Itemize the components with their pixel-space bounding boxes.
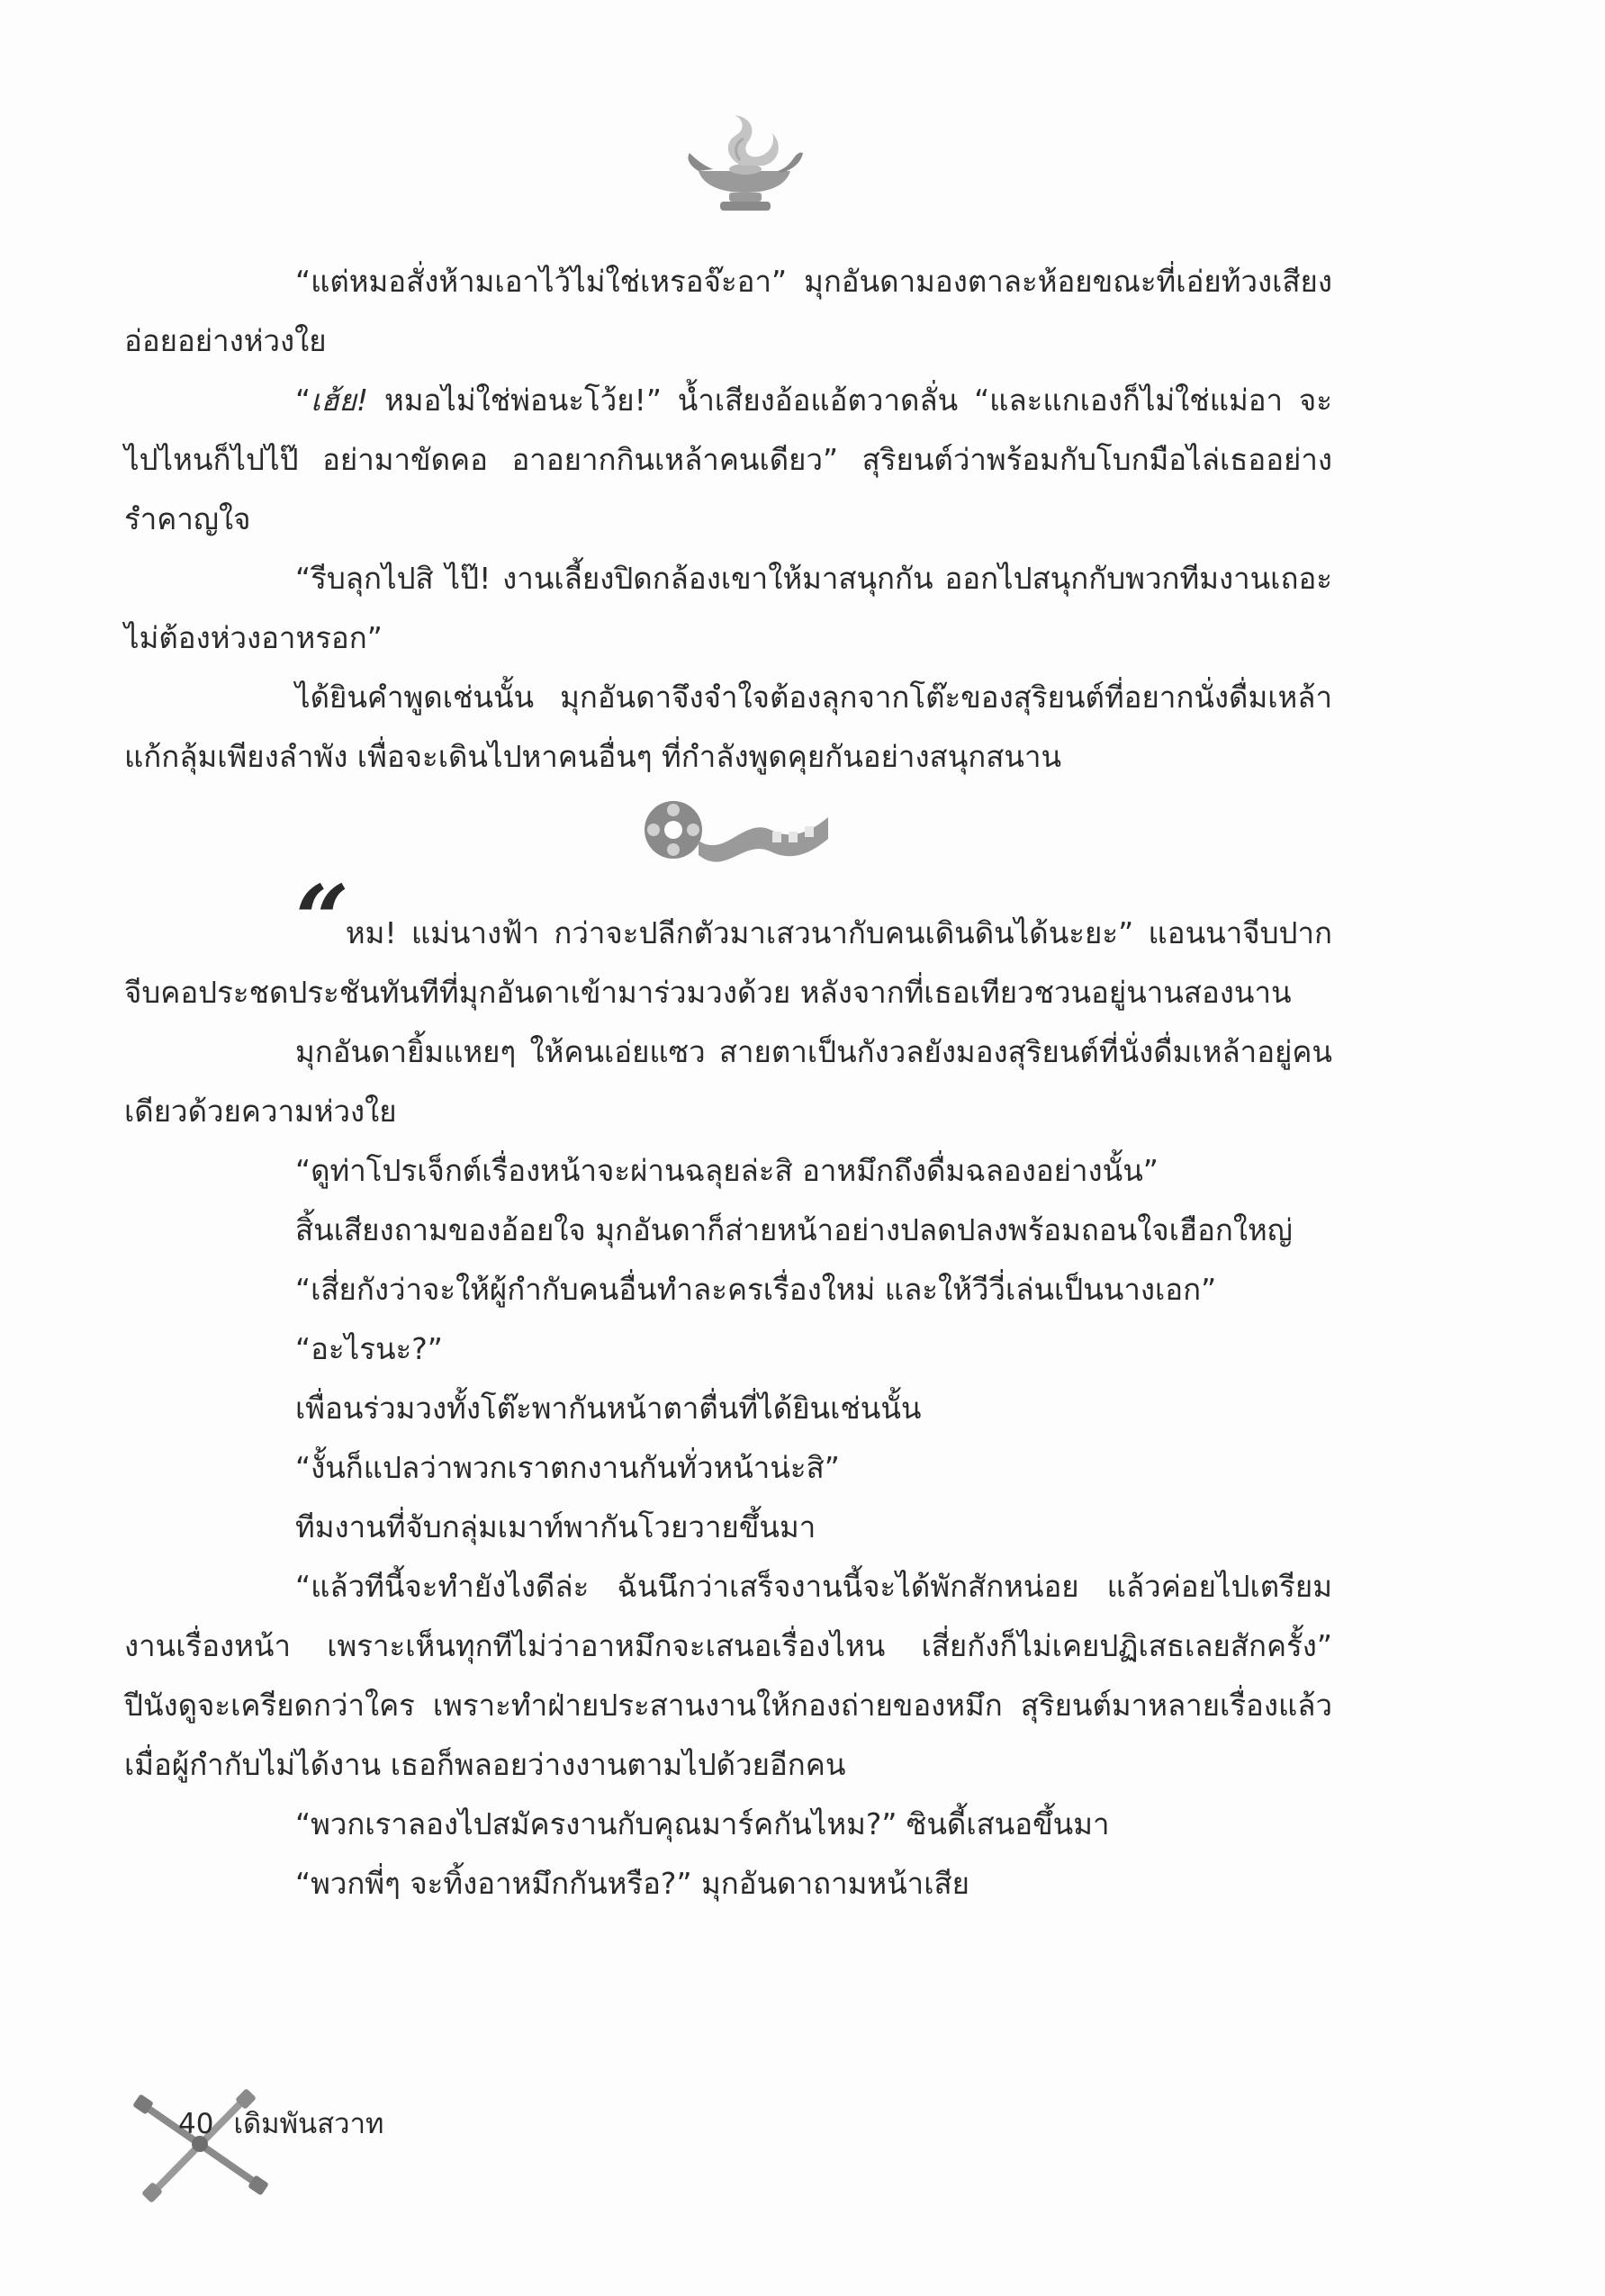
paragraph: “พวกเราลองไปสมัครงานกับคุณมาร์คกันไหม?” ซินดี้เสนอขึ้นมา xyxy=(295,1806,1110,1841)
page-number: 40 xyxy=(178,2108,214,2140)
film-reel-icon xyxy=(636,790,834,871)
drop-quote-mark: “ xyxy=(295,864,340,975)
paragraph: “พวกพี่ๆ จะทิ้งอาหมึกกันหรือ?” มุกอันดาถามหน้าเสีย xyxy=(295,1866,969,1901)
paragraph-text: หมอไม่ใช่พ่อนะโว้ย!” น้ำเสียงอ้อแอ้ตวาดลั่น “และแกเองก็ไม่ใช่แม่อา จะไปไหนก็ไปไป๊ อย่ามาขัดคอ อาอยากกินเหล้าคนเดียว” สุริยนต์ว่าพร้อมกับโบกมือไล่เธออย่างรำคาญใจ xyxy=(124,383,1332,536)
paragraph: “รีบลุกไปสิ ไป๊! งานเลี้ยงปิดกล้องเขาให้มาสนุกกัน ออกไปสนุกกับพวกทีมงานเถอะ ไม่ต้องห่วงอาหรอก” xyxy=(124,561,1332,655)
magic-lamp-icon xyxy=(682,106,808,223)
paragraph: ได้ยินคำพูดเช่นนั้น มุกอันดาจึงจำใจต้องลุกจากโต๊ะของสุริยนต์ที่อยากนั่งดื่มเหล้าแก้กลุ้มเพียงลำพัง เพื่อจะเดินไปหาคนอื่นๆ ที่กำลังพูดคุยกันอย่างสนุกสนาน xyxy=(124,680,1332,774)
page-footer xyxy=(178,2101,403,2146)
paragraph: “ดูท่าโปรเจ็กต์เรื่องหน้าจะผ่านฉลุยล่ะสิ อาหมึกถึงดื่มฉลองอย่างนั้น” xyxy=(295,1153,1159,1188)
italic-exclamation: เฮ้ย! xyxy=(311,383,369,418)
paragraph xyxy=(124,864,1332,1022)
paragraph: ทีมงานที่จับกลุ่มเมาท์พากันโวยวายขึ้นมา xyxy=(295,1509,816,1544)
paragraph: “งั้นก็แปลว่าพวกเราตกงานกันทั่วหน้าน่ะสิ” xyxy=(295,1450,840,1485)
paragraph: มุกอันดายิ้มแหยๆ ให้คนเอ่ยแซว สายตาเป็นกังวลยังมองสุริยนต์ที่นั่งดื่มเหล้าอยู่คนเดียวด้วยความห่วงใย xyxy=(124,1034,1332,1129)
paragraph: สิ้นเสียงถามของอ้อยใจ มุกอันดาก็ส่ายหน้าอย่างปลดปลงพร้อมถอนใจเฮือกใหญ่ xyxy=(295,1212,1293,1247)
paragraph: เพื่อนร่วมวงทั้งโต๊ะพากันหน้าตาตื่นที่ได้ยินเช่นนั้น xyxy=(295,1391,922,1426)
book-title: เดิมพันสวาท xyxy=(233,2108,384,2140)
paragraph: “แต่หมอสั่งห้ามเอาไว้ไม่ใช่เหรอจ๊ะอา” มุกอันดามองตาละห้อยขณะที่เอ่ยท้วงเสียงอ่อยอย่างห่วงใย xyxy=(124,264,1332,358)
paragraph: “เสี่ยกังว่าจะให้ผู้กำกับคนอื่นทำละครเรื่องใหม่ และให้วีวี่เล่นเป็นนางเอก” xyxy=(295,1272,1217,1307)
text-section-2 xyxy=(124,864,1332,1913)
paragraph: “อะไรนะ?” xyxy=(295,1331,443,1366)
paragraph-text: หม! แม่นางฟ้า กว่าจะปลีกตัวมาเสวนากับคนเดินดินได้นะยะ” แอนนาจีบปากจีบคอประชดประชันทันทีที่มุกอันดาเข้ามาร่วมวงด้วย หลังจากที่เธอเทียวชวนอยู่นานสองนาน xyxy=(124,915,1332,1010)
paragraph: “แล้วทีนี้จะทำยังไงดีล่ะ ฉันนึกว่าเสร็จงานนี้จะได้พักสักหน่อย แล้วค่อยไปเตรียมงานเรื่องหน้า เพราะเห็นทุกทีไม่ว่าอาหมึกจะเสนอเรื่องไหน เสี่ยกังก็ไม่เคยปฏิเสธเลยสักครั้ง” ปีนังดูจะเครียดกว่าใคร เพราะทำฝ่ายประสานงานให้กองถ่ายของหมึก สุริยนต์มาหลายเรื่องแล้ว เมื่อผู้กำกับไม่ได้งาน เธอก็พลอยว่างงานตามไปด้วยอีกคน xyxy=(124,1569,1332,1782)
paragraph: “เฮ้ย! หมอไม่ใช่พ่อนะโว้ย!” น้ำเสียงอ้อแอ้ตวาดลั่น “และแกเองก็ไม่ใช่แม่อา จะไปไหนก็ไปไป๊ อย่ามาขัดคอ อาอยากกินเหล้าคนเดียว” สุริยนต์ว่าพร้อมกับโบกมือไล่เธออย่างรำคาญใจ xyxy=(124,383,1332,536)
text-section-1 xyxy=(124,252,1332,787)
